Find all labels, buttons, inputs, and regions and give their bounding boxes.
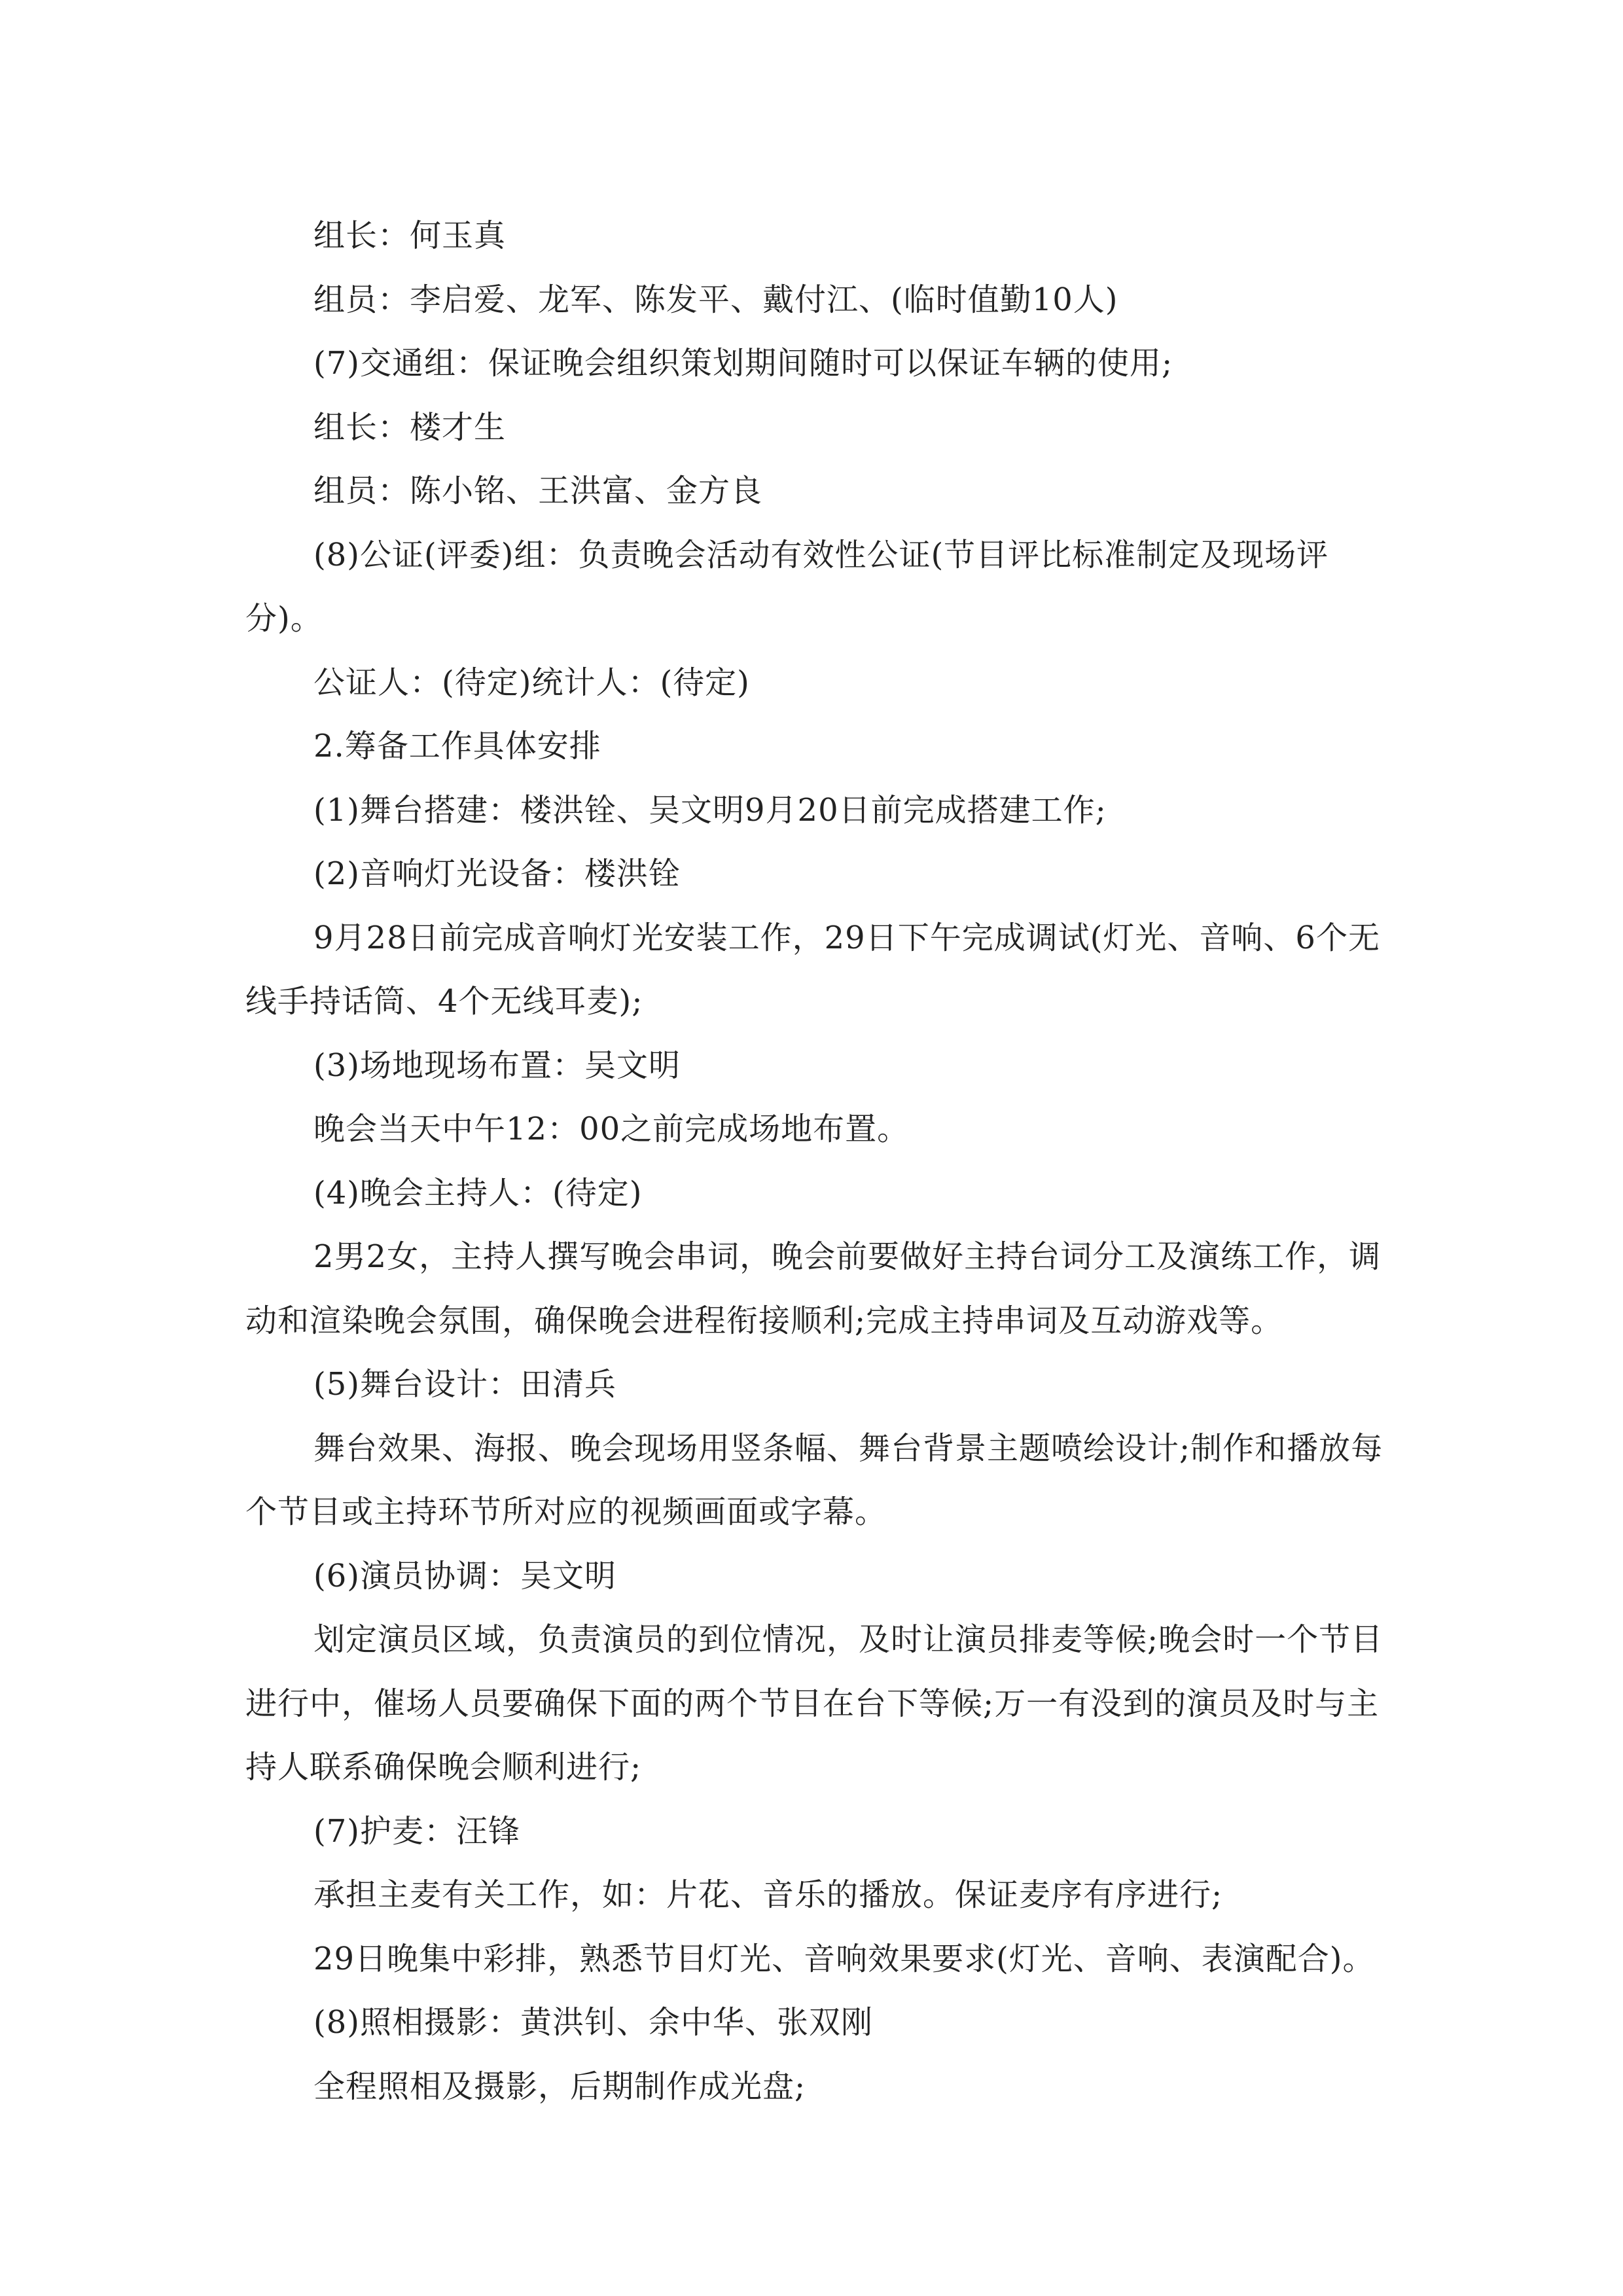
paragraph: 组员：李启爱、龙军、陈发平、戴付江、(临时值勤10人) [313, 281, 1118, 318]
paragraph: 舞台效果、海报、晚会现场用竖条幅、舞台背景主题喷绘设计;制作和播放每个节目或主持环节所对应的视频画面或字幕。 [245, 1429, 1383, 1530]
paragraph: 晚会当天中午12：00之前完成场地布置。 [313, 1111, 910, 1147]
paragraph: 承担主麦有关工作，如：片花、音乐的播放。保证麦序有序进行; [313, 1876, 1223, 1913]
paragraph: 划定演员区域，负责演员的到位情况，及时让演员排麦等候;晚会时一个节目进行中，催场人员要确保下面的两个节目在台下等候;万一有没到的演员及时与主持人联系确保晚会顺利进行; [245, 1621, 1383, 1785]
paragraph: (4)晚会主持人：(待定) [313, 1174, 643, 1211]
paragraph: (1)舞台搭建：楼洪铨、吴文明9月20日前完成搭建工作; [313, 791, 1107, 829]
paragraph: 组长：楼才生 [313, 408, 507, 446]
paragraph: (8)公证(评委)组：负责晚会活动有效性公证(节目评比标准制定及现场评分)。 [245, 536, 1329, 637]
paragraph: (7)护麦：汪锋 [313, 1812, 520, 1850]
paragraph: 全程照相及摄影，后期制作成光盘; [313, 2068, 806, 2105]
paragraph: (3)场地现场布置：吴文明 [313, 1047, 681, 1084]
section-heading: 2.筹备工作具体安排 [313, 728, 601, 764]
paragraph: (5)舞台设计：田清兵 [313, 1366, 616, 1403]
paragraph: 9月28日前完成音响灯光安装工作，29日下午完成调试(灯光、音响、6个无线手持话筒、4个无线耳麦); [245, 919, 1380, 1020]
paragraph: (2)音响灯光设备：楼洪铨 [313, 855, 681, 892]
paragraph: (7)交通组：保证晚会组织策划期间随时可以保证车辆的使用; [313, 345, 1173, 382]
paragraph: 2男2女，主持人撰写晚会串词，晚会前要做好主持台词分工及演练工作，调动和渲染晚会氛围，确保晚会进程衔接顺利;完成主持串词及互动游戏等。 [245, 1238, 1382, 1339]
paragraph: (8)照相摄影：黄洪钊、余中华、张双刚 [313, 2004, 873, 2041]
paragraph: 公证人：(待定)统计人：(待定) [313, 664, 750, 701]
paragraph: 组长：何玉真 [313, 217, 507, 254]
paragraph: 组员：陈小铭、王洪富、金方良 [313, 473, 763, 509]
document-body [245, 204, 1387, 2119]
paragraph: (6)演员协调：吴文明 [313, 1557, 616, 1594]
paragraph: 29日晚集中彩排，熟悉节目灯光、音响效果要求(灯光、音响、表演配合)。 [313, 1940, 1375, 1977]
